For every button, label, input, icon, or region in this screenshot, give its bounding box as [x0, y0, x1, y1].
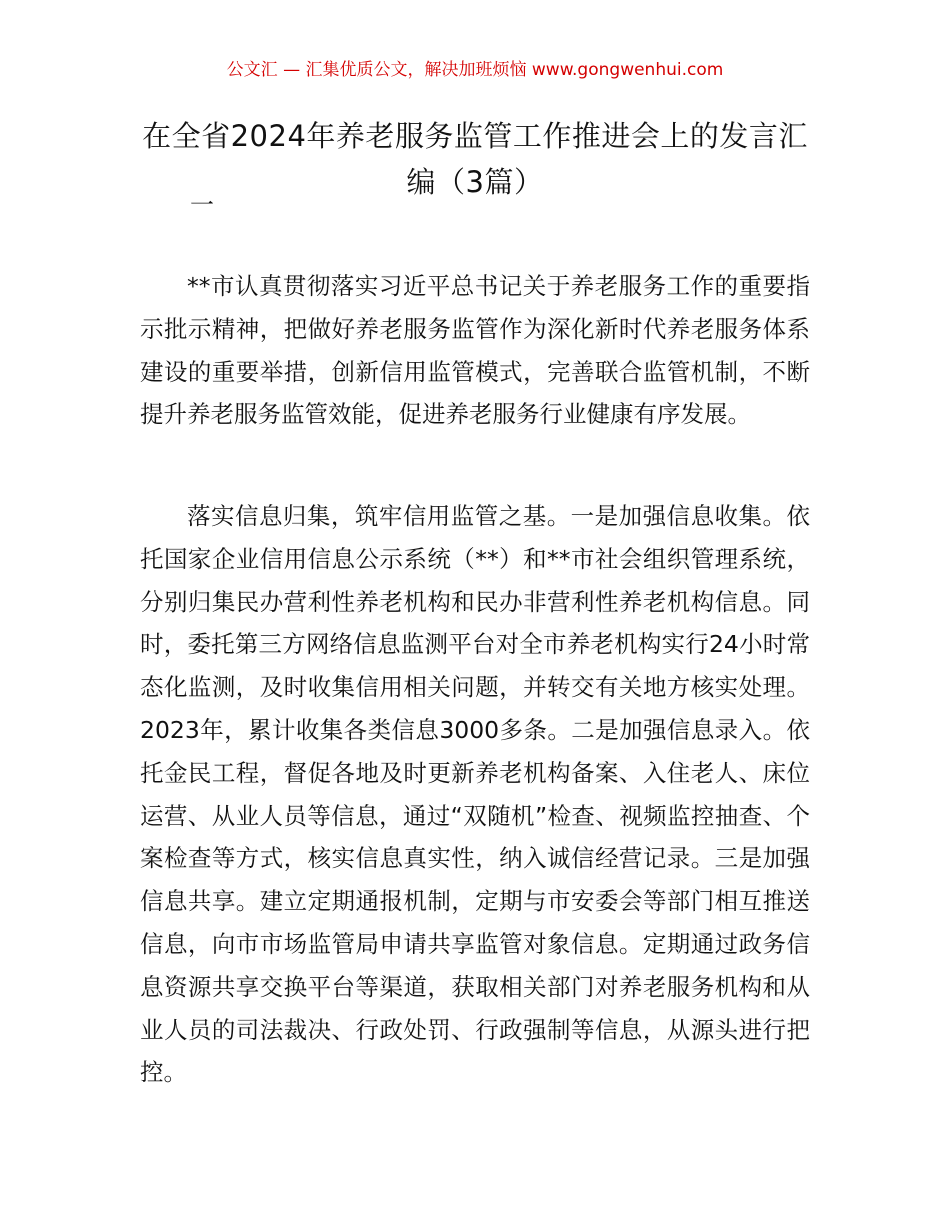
body-paragraph-2: 落实信息归集，筑牢信用监管之基。一是加强信息收集。依托国家企业信用信息公示系统（**）和**市社会组织管理系统，分别归集民办营利性养老机构和民办非营利性养老机构信息。同时，委托第三方网络信息监测平台对全市养老机构实行24小时常态化监测，及时收集信用相关问题，并转交有关地方核实处理。2023年，累计收集各类信息3000多条。二是加强信息录入。依托金民工程，督促各地及时更新养老机构备案、入住老人、床位运营、从业人员等信息，通过“双随机”检查、视频监控抽查、个案检查等方式，核实信息真实性，纳入诚信经营记录。三是加强信息共享。建立定期通报机制，定期与市安委会等部门相互推送信息，向市市场监管局申请共享监管对象信息。定期通过政务信息资源共享交换平台等渠道，获取相关部门对养老服务机构和从业人员的司法裁决、行政处罚、行政强制等信息，从源头进行把控。 — [140, 502, 810, 1087]
section-number: 一 — [190, 191, 214, 219]
document-title: 在全省2024年养老服务监管工作推进会上的发言汇编（3篇） — [142, 119, 808, 199]
site-header-banner: 公文汇 — 汇集优质公文，解决加班烦恼 www.gongwenhui.com — [226, 60, 724, 80]
body-paragraph-1: **市认真贯彻落实习近平总书记关于养老服务工作的重要指示批示精神，把做好养老服务监管作为深化新时代养老服务体系建设的重要举措，创新信用监管模式，完善联合监管机制，不断提升养老服务监管效能，促进养老服务行业健康有序发展。 — [140, 272, 810, 429]
